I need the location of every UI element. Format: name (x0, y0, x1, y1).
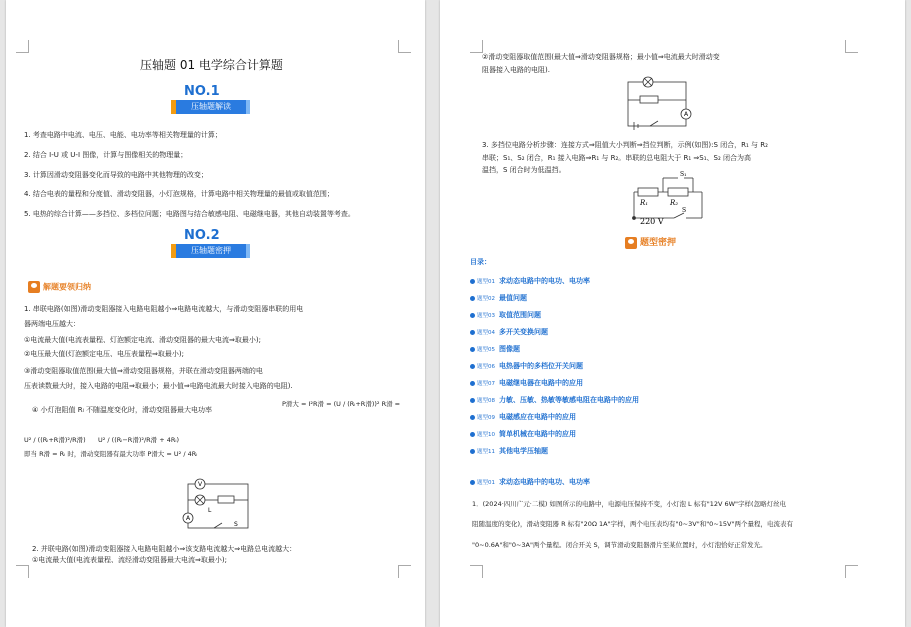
no2-label: 压轴题密押 (176, 244, 246, 258)
crop-mark (16, 565, 29, 578)
s1-label: S₁ (680, 171, 687, 178)
bullet-dot-icon (470, 279, 475, 284)
left-page (6, 0, 425, 627)
parallel-circuit-diagram (620, 72, 700, 132)
right-page (440, 0, 905, 627)
bullet-dot-icon (470, 330, 475, 335)
ammeter-label: A (684, 111, 689, 118)
body-line: 压表读数最大时，接入电路的电阻⇒取最小；最小值⇒电路电流最大时接入电路的电阻). (24, 382, 293, 390)
bullet-dot-icon (470, 449, 475, 454)
body-line: 1. 串联电路(如图)滑动变阻器接入电路电阻越小⇒电路电流越大，与滑动变阻器串联的用电 (24, 305, 304, 313)
toc-label: 简单机械在电路中的应用 (499, 430, 576, 438)
toc-label: 其他电学压轴题 (499, 447, 548, 455)
toc-label: 图像题 (499, 345, 520, 353)
body-line: ③滑动变阻器取值范围(最大值⇒滑动变阻器规格，并联在滑动变阻器两端的电 (24, 367, 263, 375)
formula-2c: 即当 R滑 = Rₗ 时，滑动变阻器有最大功率 P滑大 = U² / 4Rₗ (24, 450, 198, 458)
question-line: 阻随温度的变化)，滑动变阻器 R 标有"20Ω 1A"字样，两个电压表均有"0~3V"和"0~15V"两个量程，电流表有 (472, 520, 793, 528)
no1-banner (164, 84, 254, 118)
section-head-tips-label: 解题要领归纳 (43, 282, 91, 292)
point-5: 5. 电热的综合计算——多挡位、多档位问题；电路图与结合敏感电阻、电磁继电器，其他自动装置等考查。 (24, 210, 355, 218)
bullet-dot-icon (470, 296, 475, 301)
r1-label: R₁ (640, 199, 649, 207)
point-2: 2. 结合 I-U 或 U-I 图像，计算与图像相关的物理量； (24, 151, 188, 159)
crop-mark (845, 565, 858, 578)
toc-item[interactable] (470, 429, 576, 439)
point-1: 1. 考查电路中电流、电压、电能、电功率等相关物理量的计算； (24, 131, 222, 139)
body-line: 器两端电压越大： (24, 320, 80, 328)
r2-label: R₂ (670, 199, 679, 207)
toc-tag: 题型01 (477, 279, 495, 285)
toc-item[interactable] (470, 276, 590, 286)
body-line: ①电流最大值(电流表量程、流经滑动变阻器最大电流⇒取最小); (32, 556, 227, 564)
toc-item[interactable] (470, 378, 583, 388)
toc-label: 电热器中的多档位开关问题 (499, 362, 583, 370)
formula-2b: U² / ((Rₗ−R滑)²/R滑 + 4Rₗ) (98, 436, 180, 444)
ammeter-label: A (186, 515, 191, 522)
toc-tag: 题型07 (477, 381, 495, 387)
body-line: 3. 多挡位电路分析步骤：连接方式⇒阻值大小判断⇒挡位判断，示例(如图):S 闭合，R₁ 与 R₂ (482, 141, 768, 149)
toc-tag: 题型09 (477, 415, 495, 421)
voltage-label: 220 V (640, 217, 664, 226)
toc-label: 取值范围问题 (499, 311, 541, 319)
lamp-label: L (208, 507, 212, 514)
formula-intro: ④ 小灯泡阻值 Rₗ 不随温度变化时，滑动变阻器最大电功率 (32, 406, 212, 414)
crop-mark (845, 40, 858, 53)
toc-tag: 题型04 (477, 330, 495, 336)
toc-tag: 题型08 (477, 398, 495, 404)
crop-mark (398, 40, 411, 53)
bullet-dot-icon (470, 432, 475, 437)
toc-label: 多开关变换问题 (499, 328, 548, 336)
no1-label: 压轴题解读 (176, 100, 246, 114)
q-head-label: 求动态电路中的电功、电功率 (499, 478, 590, 486)
toc-item[interactable] (470, 412, 576, 422)
section-head-questions (625, 235, 676, 249)
page-title: 压轴题 01 电学综合计算题 (140, 58, 283, 72)
series-circuit-diagram (178, 476, 258, 538)
voltmeter-label: V (198, 481, 203, 488)
toc-label: 电磁继电器在电路中的应用 (499, 379, 583, 387)
toc-tag: 题型05 (477, 347, 495, 353)
question-section-head (470, 477, 590, 487)
toc-label: 电磁感应在电路中的应用 (499, 413, 576, 421)
toc-tag: 题型02 (477, 296, 495, 302)
teacher-icon (28, 281, 40, 293)
section-head-questions-label: 题型密押 (640, 238, 677, 248)
bullet-dot-icon (470, 398, 475, 403)
bullet-dot-icon (470, 415, 475, 420)
bullet-dot-icon (470, 313, 475, 318)
body-line: ①电流最大值(电流表量程、灯泡额定电流、滑动变阻器的最大电流⇒取最小); (24, 336, 261, 344)
crop-mark (16, 40, 29, 53)
q-head-tag: 题型01 (477, 480, 495, 486)
toc-tag: 题型06 (477, 364, 495, 370)
s-label: S (682, 207, 687, 214)
bullet-dot-icon (470, 347, 475, 352)
point-4: 4. 结合电表的量程和分度值、滑动变阻器，小灯泡规格，计算电路中相关物理量的最值或取值范围； (24, 190, 334, 198)
body-line: 2. 并联电路(如图)滑动变阻器接入电路电阻越小⇒该支路电流越大⇒电路总电流越大： (32, 545, 297, 553)
bullet-dot-icon (470, 480, 475, 485)
bullet-dot-icon (470, 364, 475, 369)
heater-circuit-diagram (628, 170, 708, 226)
crop-mark (470, 40, 483, 53)
crop-mark (398, 565, 411, 578)
toc-label: 最值问题 (499, 294, 527, 302)
toc-item[interactable] (470, 344, 520, 354)
crop-mark (470, 565, 483, 578)
no2-number: NO.2 (184, 228, 220, 243)
toc-label: 求动态电路中的电功、电功率 (499, 277, 590, 285)
body-line: ②电压最大值(灯泡额定电压、电压表量程⇒取最小); (24, 350, 184, 358)
toc-item[interactable] (470, 361, 583, 371)
toc-item[interactable] (470, 446, 548, 456)
toc-item[interactable] (470, 327, 548, 337)
toc-item[interactable] (470, 310, 541, 320)
toc-title: 目录： (470, 258, 491, 266)
switch-label: S (234, 521, 238, 528)
section-head-tips (28, 281, 91, 293)
toc-tag: 题型11 (477, 449, 495, 455)
teacher-icon (625, 237, 637, 249)
toc-tag: 题型10 (477, 432, 495, 438)
body-line: ②滑动变阻器取值范围(最大值⇒滑动变阻器规格；最小值⇒电流最大时滑动变 (482, 53, 720, 61)
formula-1: P滑大 = I²R滑 = (U / (Rₗ+R滑))² R滑 = (282, 400, 401, 408)
no2-banner (164, 228, 254, 262)
formula-2a: U² / ((Rₗ+R滑)²/R滑) (24, 436, 86, 444)
body-line: 串联；S₁、S₂ 闭合，R₁ 接入电路⇒R₁ 与 R₂。串联的总电阻大于 R₁ ⇒S₁、S₂ 闭合为高 (482, 154, 751, 162)
toc-tag: 题型03 (477, 313, 495, 319)
toc-label: 力敏、压敏、热敏等敏感电阻在电路中的应用 (499, 396, 639, 404)
toc-item[interactable] (470, 395, 639, 405)
body-line: 阻器接入电路的电阻). (482, 66, 550, 74)
toc-item[interactable] (470, 293, 527, 303)
no1-number: NO.1 (184, 84, 220, 99)
bullet-dot-icon (470, 381, 475, 386)
question-line: "0~0.6A"和"0~3A"两个量程。闭合开关 S，调节滑动变阻器滑片至某位置时，小灯泡恰好正常发光。 (472, 541, 767, 549)
body-line: 温挡，S 闭合时为低温挡。 (482, 166, 566, 174)
point-3: 3. 计算因滑动变阻器变化而导致的电路中其他物理的改变； (24, 171, 208, 179)
question-line: 1．(2024·四川广元·二模) 如图所示的电路中，电源电压保持不变，小灯泡 L 标有"12V 6W"字样(忽略灯丝电 (472, 500, 787, 508)
